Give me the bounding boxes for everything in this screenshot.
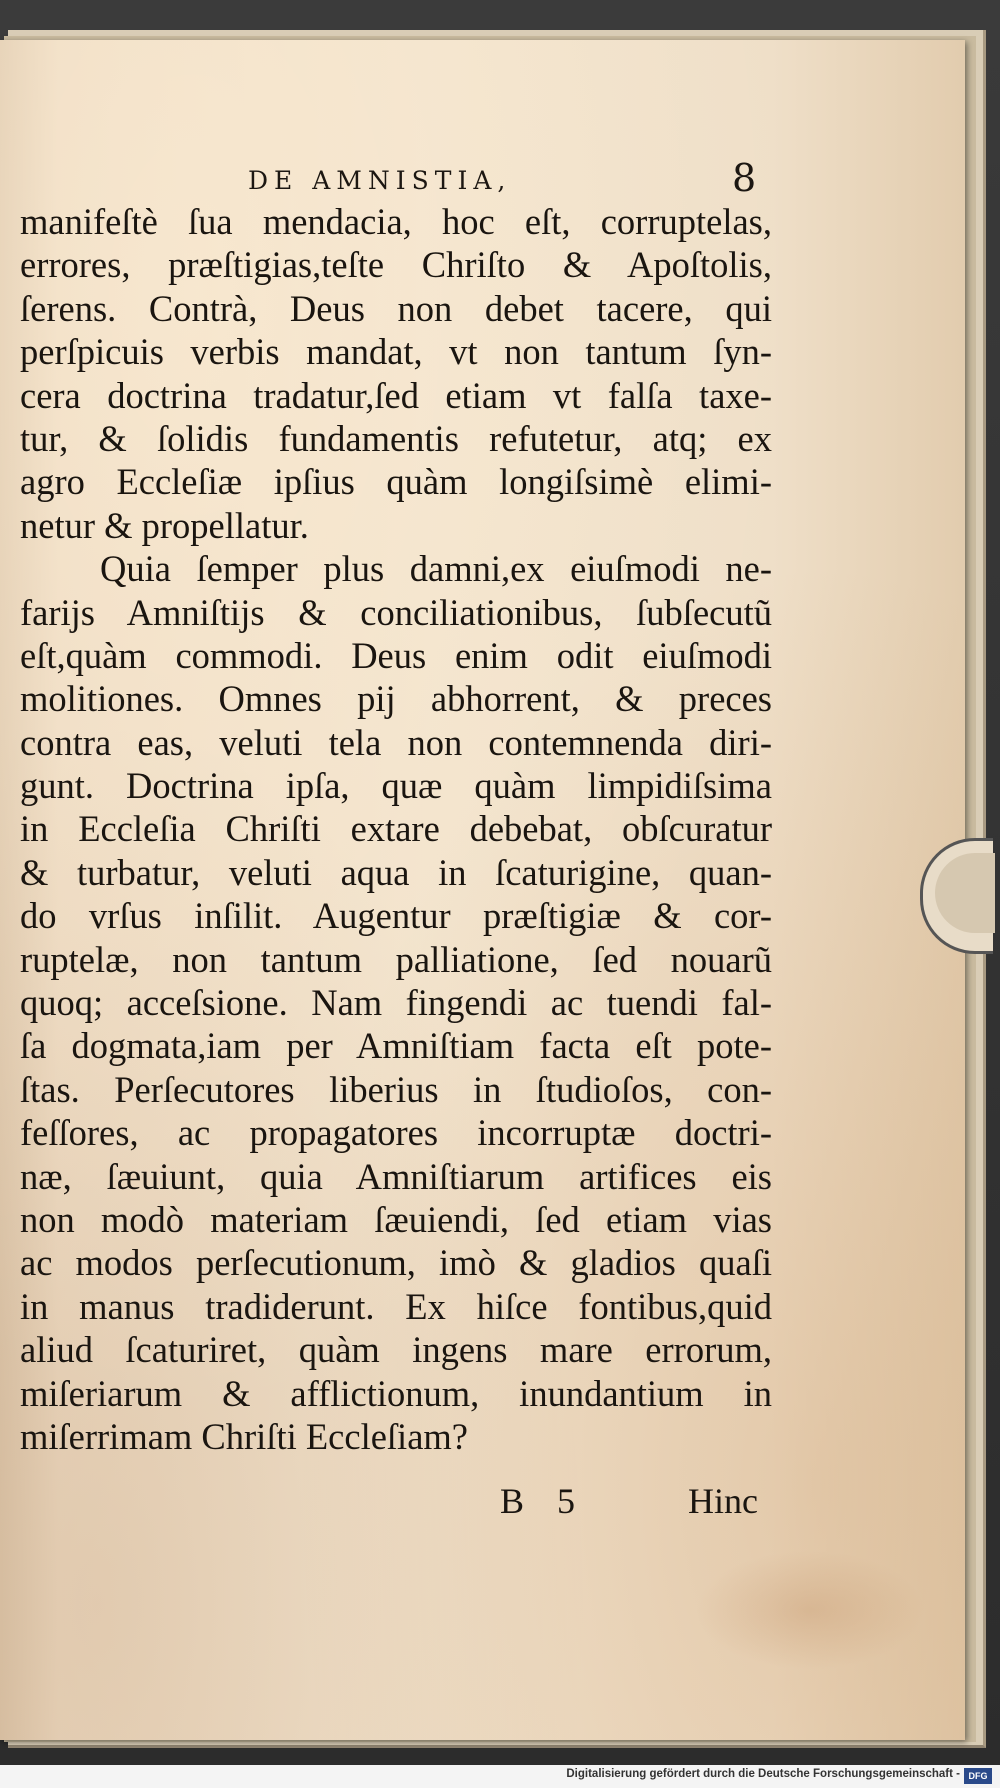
text-line: quoq; acceſsione. Nam fingendi ac tuendi fal-	[20, 982, 772, 1024]
text-line: næ, ſæuiunt, quia Amniſtiarum artifices eis	[20, 1155, 772, 1197]
text-line: ruptelæ, non tantum palliatione, ſed nouarũ	[20, 938, 772, 980]
text-line: cera doctrina tradatur,ſed etiam vt falſa taxe-	[20, 374, 772, 416]
text-line: & turbatur, veluti aqua in ſcaturigine, quan-	[20, 851, 772, 893]
paragraph-first-line: Quia ſemper plus damni,ex eiuſmodi ne-	[100, 548, 772, 590]
text-line: miſeriarum & afflictionum, inundantium in	[20, 1372, 772, 1414]
book-page	[0, 40, 965, 1740]
text-line: perſpicuis verbis mandat, vt non tantum ſyn-	[20, 331, 772, 373]
text-line: contra eas, veluti tela non contemnenda diri-	[20, 721, 772, 763]
text-line: tur, & ſolidis fundamentis refutetur, atq; ex	[20, 417, 772, 459]
catchword: Hinc	[688, 1481, 758, 1521]
dfg-logo: DFG	[964, 1768, 992, 1784]
text-line: in manus tradiderunt. Ex hiſce fontibus,quid	[20, 1285, 772, 1327]
text-line: feſſores, ac propagatores incorruptæ doctri-	[20, 1112, 772, 1154]
text-line: do vrſus inſilit. Augentur præſtigiæ & cor-	[20, 895, 772, 937]
text-line: farijs Amniſtijs & conciliationibus, ſubſecutũ	[20, 591, 772, 633]
text-line: molitiones. Omnes pij abhorrent, & preces	[20, 678, 772, 720]
signature-mark: B 5	[500, 1481, 588, 1521]
text-line: ſtas. Perſecutores liberius in ſtudioſos, con-	[20, 1068, 772, 1110]
text-line: miſerrimam Chriſti Eccleſiam?	[20, 1415, 468, 1457]
body-text	[20, 200, 772, 1458]
page-number: 8	[732, 156, 757, 200]
page-clasp-inner	[935, 853, 995, 933]
text-line: ſerens. Contrà, Deus non debet tacere, qui	[20, 287, 772, 329]
text-line: netur & propellatur.	[20, 504, 309, 546]
paper-stain	[695, 1550, 925, 1670]
text-line: ſa dogmata,iam per Amniſtiam facta eſt pote-	[20, 1025, 772, 1067]
text-line: in Eccleſia Chriſti extare debebat, obſcuratur	[20, 808, 772, 850]
text-line: manifeſtè ſua mendacia, hoc eſt, corruptelas,	[20, 201, 772, 242]
funding-credit: Digitalisierung gefördert durch die Deutsche Forschungsgemeinschaft -	[566, 1768, 960, 1780]
text-line: ac modos perſecutionum, imò & gladios quaſi	[20, 1242, 772, 1284]
text-line: aliud ſcaturiret, quàm ingens mare errorum,	[20, 1329, 772, 1371]
text-line: errores, præſtigias,teſte Chriſto & Apoſtolis,	[20, 244, 772, 286]
text-line: non modò materiam ſæuiendi, ſed etiam vias	[20, 1198, 772, 1240]
text-line: agro Eccleſiæ ipſius quàm longiſsimè elimi-	[20, 461, 772, 503]
footer-bar	[0, 1765, 1000, 1788]
text-line: eſt,quàm commodi. Deus enim odit eiuſmodi	[20, 634, 772, 676]
text-line: gunt. Doctrina ipſa, quæ quàm limpidiſsima	[20, 765, 772, 807]
running-head: DE AMNISTIA,	[248, 166, 512, 195]
